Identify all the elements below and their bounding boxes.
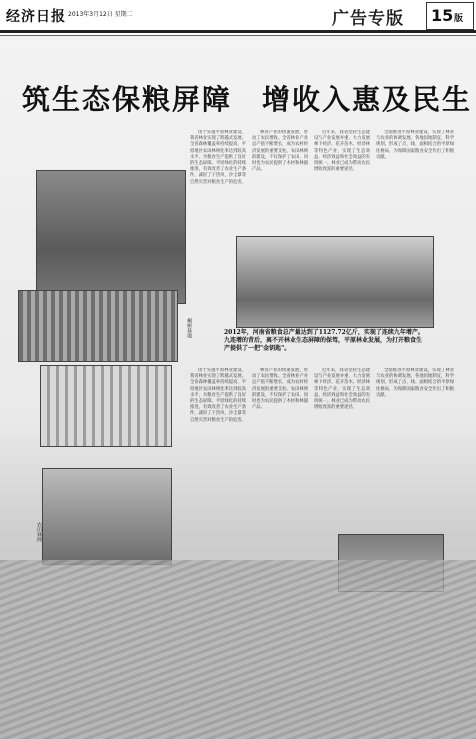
photo-caption-block — [224, 329, 424, 353]
headline: 筑生态保粮屏障 增收入惠及民生 — [22, 83, 473, 116]
article-column — [314, 368, 370, 528]
paragraph: 全面推进平原林业建设，实现了林业与农业的协调发展。各地因地制宜，科学规划，形成了点、线、面相结合的平原绿化格局，为保障国家粮食安全作出了积极贡献。 — [376, 130, 454, 160]
article-column — [190, 368, 246, 568]
article-column — [252, 130, 308, 236]
page-suffix: 版 — [454, 14, 464, 24]
paragraph: 林业产业的快速发展，带动了农民增收。全省林业产业总产值不断增长，成为农村经济发展的重要支柱。农田林网的建设，不仅保护了农田，同时也为农民提供了木材和林副产品。 — [252, 368, 308, 411]
page-number-box — [426, 2, 474, 30]
article-column — [190, 130, 246, 236]
article-column — [376, 368, 454, 528]
caption-line: 2012年，河南省粮食总产量达到了1127.72亿斤，实现了连续九年增产。 — [224, 329, 424, 336]
photo-factory — [18, 290, 178, 362]
photo-orchard — [236, 236, 434, 328]
paragraph: 近年来，我省坚持生态建设与产业发展并重，大力发展林下经济、花卉苗木、经济林等特色产业，实现了生态效益、经济效益和社会效益的有机统一。林业已成为带动农民增收致富的重要途径。 — [314, 368, 370, 411]
article-column — [252, 368, 308, 568]
page-number: 15 — [431, 6, 454, 25]
photo-caption: 桐树基地 — [186, 318, 192, 338]
section-title: 广告专版 — [332, 9, 404, 29]
article-column — [314, 130, 370, 236]
paragraph: 全面推进平原林业建设，实现了林业与农业的协调发展。各地因地制宜，科学规划，形成了点、线、面相结合的平原绿化格局，为保障国家粮食安全作出了积极贡献。 — [376, 368, 454, 398]
photo-farmland — [42, 468, 172, 565]
paragraph: 林业产业的快速发展，带动了农民增收。全省林业产业总产值不断增长，成为农村经济发展的重要支柱。农田林网的建设，不仅保护了农田，同时也为农民提供了木材和林副产品。 — [252, 130, 308, 173]
photo-products — [40, 365, 172, 447]
header-rule — [0, 30, 476, 33]
paragraph: 由于实施平原林业建设，我省林业实现了跨越式发展。全省森林覆盖率持续提高，平原地区农田林网化率达到较高水平，为粮食生产提供了良好的生态屏障。平原绿化的持续推进，有效改善了农业生产条件，减轻了干热风、沙尘暴等自然灾害对粮食生产的危害。 — [190, 368, 246, 423]
photo-caption: 农田林网 — [36, 522, 42, 542]
article-column — [376, 130, 454, 236]
caption-line: 九连增的背后，离不开林业生态屏障的保驾，平原林业发展，为打开粮食生产提供了一把"金钥匙"。 — [224, 337, 423, 352]
paragraph: 近年来，我省坚持生态建设与产业发展并重，大力发展林下经济、花卉苗木、经济林等特色产业，实现了生态效益、经济效益和社会效益的有机统一。林业已成为带动农民增收致富的重要途径。 — [314, 130, 370, 173]
paragraph: 由于实施平原林业建设，我省林业实现了跨越式发展。全省森林覆盖率持续提高，平原地区农田林网化率达到较高水平，为粮食生产提供了良好的生态屏障。平原绿化的持续推进，有效改善了农业生产条件，减轻了干热风、沙尘暴等自然灾害对粮食生产的危害。 — [190, 130, 246, 185]
photo-forest — [36, 170, 186, 304]
dateline: 2013年3月12日 星期二 — [68, 11, 133, 18]
farmland-backdrop — [0, 560, 476, 739]
newspaper-masthead: 经济日报 — [6, 9, 66, 25]
